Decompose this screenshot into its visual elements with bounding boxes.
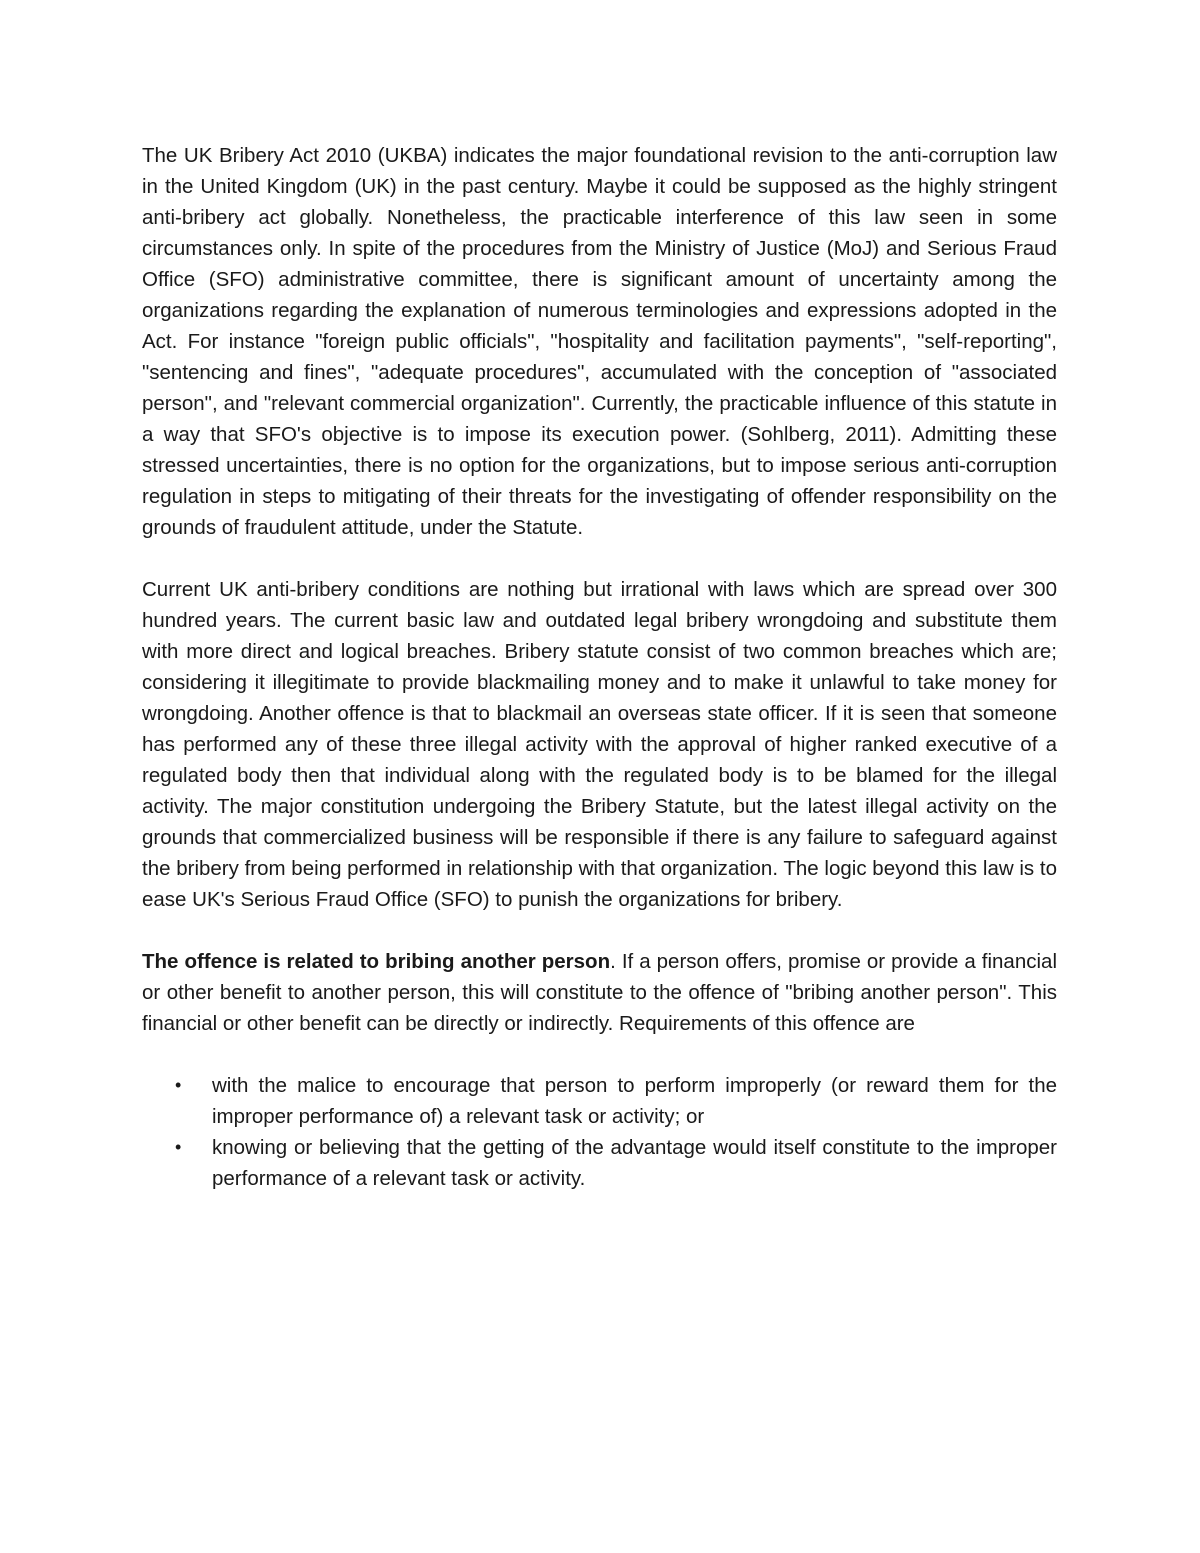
list-item-text: knowing or believing that the getting of the advantage would itself constitute to the improper performance of a relevant task or activity. <box>212 1136 1057 1190</box>
paragraph-intro: The UK Bribery Act 2010 (UKBA) indicates the major foundational revision to the anti-corruption law in the United Kingdom (UK) in the past century. Maybe it could be supposed as the highly stringent anti-bribery act globally. Nonetheless, the practicable interference of this law seen in some circumstances only. In spite of the procedures from the Ministry of Justice (MoJ) and Serious Fraud Office (SFO) administrative committee, there is significant amount of uncertainty among the organizations regarding the explanation of numerous terminologies and expressions adopted in the Act. For instance "foreign public officials", "hospitality and facilitation payments", "self-reporting", "sentencing and fines", "adequate procedures", accumulated with the conception of "associated person", and "relevant commercial organization". Currently, the practicable influence of this statute in a way that SFO's objective is to impose its execution power. (Sohlberg, 2011). Admitting these stressed uncertainties, there is no option for the organizations, but to impose serious anti-corruption regulation in steps to mitigating of their threats for the investigating of offender responsibility on the grounds of fraudulent attitude, under the Statute. <box>142 144 1057 539</box>
paragraph-current-conditions: Current UK anti-bribery conditions are nothing but irrational with laws which are spread over 300 hundred years. The current basic law and outdated legal bribery wrongdoing and substitute them with more direct and logical breaches. Bribery statute consist of two common breaches which are; considering it illegitimate to provide blackmailing money and to make it unlawful to take money for wrongdoing. Another offence is that to blackmail an overseas state officer. If it is seen that someone has performed any of these three illegal activity with the approval of higher ranked executive of a regulated body then that individual along with the regulated body is to be blamed for the illegal activity. The major constitution undergoing the Bribery Statute, but the latest illegal activity on the grounds that commercialized business will be responsible if there is any failure to safeguard against the bribery from being performed in relationship with that organization. The logic beyond this law is to ease UK's Serious Fraud Office (SFO) to punish the organizations for bribery. <box>142 578 1057 911</box>
offence-body: . If a person offers, promise or provide a financial or other benefit to another person, this will constitute to the offence of "bribing another person". This financial or other benefit can be directly or indirectly. Requirements of this offence are <box>142 950 1057 1035</box>
list-item-text: with the malice to encourage that person to perform improperly (or reward them for the improper performance of) a relevant task or activity; or <box>212 1074 1057 1128</box>
bullet-icon: • <box>175 1075 182 1095</box>
list-item <box>142 1132 1057 1194</box>
requirements-list <box>142 1070 1057 1194</box>
document-page <box>142 140 1057 1194</box>
list-item <box>142 1070 1057 1132</box>
offence-heading: The offence is related to bribing another person <box>142 950 611 973</box>
bullet-icon: • <box>175 1137 182 1157</box>
paragraph-offence <box>142 946 1057 1039</box>
